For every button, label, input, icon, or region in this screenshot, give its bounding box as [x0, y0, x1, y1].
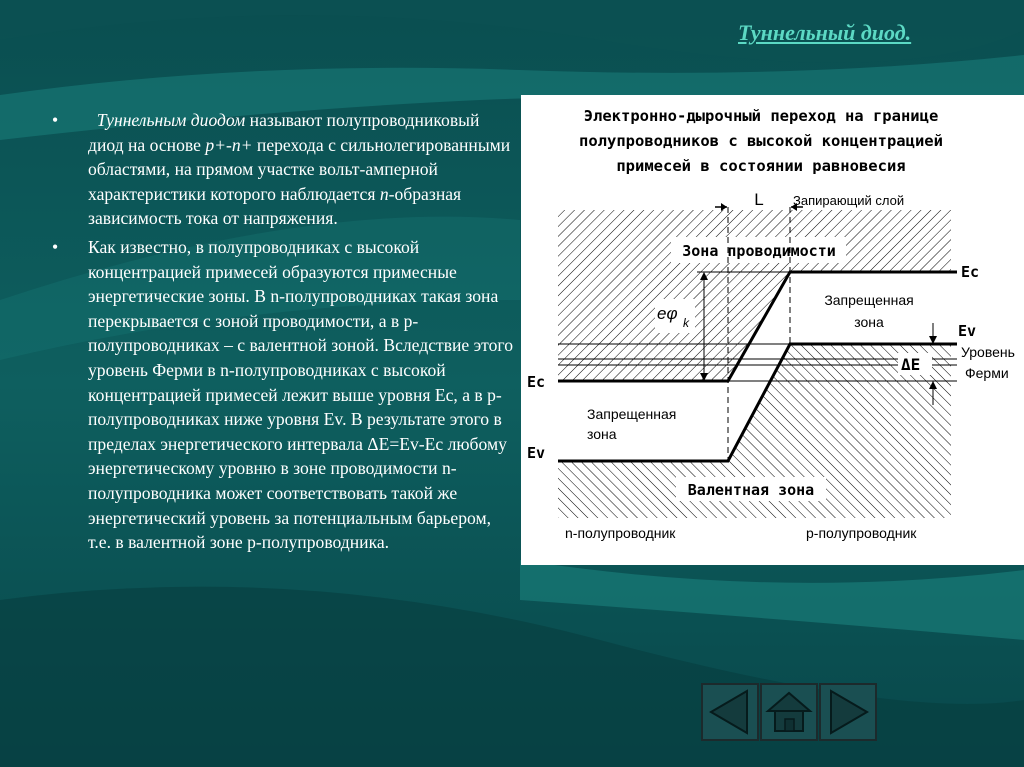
ec-right-label: Ec — [961, 263, 980, 281]
bullet-2 — [52, 235, 514, 555]
forbidden-zone-right-1: Запрещенная — [824, 292, 914, 308]
home-icon — [762, 685, 816, 739]
L-label: L — [754, 190, 764, 209]
ev-right-label: Ev — [958, 322, 977, 340]
deltae-label: ΔE — [901, 355, 921, 374]
diagram-heading-line-3: примесей в состоянии равновесия — [616, 157, 906, 175]
n-semiconductor-label: n-полупроводник — [565, 525, 676, 541]
ev-left-label: Ev — [527, 444, 546, 462]
term-tunnel-diode: Туннельным диодом — [96, 110, 246, 130]
p-semiconductor-label: p-полупроводник — [806, 525, 917, 541]
fermi-level-label-1: Уровень — [961, 344, 1015, 360]
arrow-right-icon — [821, 685, 875, 739]
next-slide-button[interactable] — [819, 683, 877, 741]
conduction-band-label: Зона проводимости — [682, 242, 836, 260]
fermi-level-label-2: Ферми — [965, 365, 1009, 381]
ec-left-label: Ec — [527, 373, 546, 391]
home-button[interactable] — [760, 683, 818, 741]
L-arrow-left-head — [721, 203, 727, 211]
bullet-mark: • — [52, 110, 59, 130]
bullet-mark: • — [52, 236, 59, 257]
forbidden-zone-left-2: зона — [587, 426, 617, 442]
bullet-1-part1: называют полупроводниковый диод на основе — [88, 110, 480, 155]
valence-band-label: Валентная зона — [687, 481, 815, 499]
ephi-subscript: k — [683, 316, 689, 330]
bullet-2-text: Как известно, в полупроводниках с высокой концентрацией примесей образуются примесные энергетические зоны. В n-полупроводниках такая зона перекрывается с зоной проводимости, а в p-полупроводниках – с валентной зоной. Вследствие этого уровень Ферми в n-полупроводниках с высокой концентрацией примесей лежит выше уровня Ec, а в p-полупроводниках ниже уровня Ev. В результате этого в пределах энергетического интервала ΔE=Ev-Ec любому энергетическому уровню в зоне проводимости n-полупроводника может соответствовать такой же энергетический уровень за потенциальным барьером, т.е. в валентной зоне p-полупроводника. — [88, 236, 513, 553]
n-letter: n — [379, 183, 389, 204]
forbidden-zone-left-1: Запрещенная — [587, 406, 677, 422]
bullet-1 — [52, 108, 514, 231]
prev-slide-button[interactable] — [701, 683, 759, 741]
body-text — [52, 108, 514, 559]
bullet-1-part2: перехода с сильнолегированными областями, на прямом участке вольт-амперной характеристики которого наблюдается — [88, 134, 511, 204]
pn-junction: p+-n+ — [205, 134, 253, 155]
ephi-label: eφ — [657, 304, 678, 323]
arrow-left-icon — [703, 685, 757, 739]
diagram-heading-line-1: Электронно-дырочный переход на границе — [583, 107, 939, 125]
band-diagram — [521, 95, 1024, 565]
bullet-1-content — [88, 110, 510, 228]
bullet-1-part3: -образная зависимость тока от напряжения. — [88, 183, 462, 229]
band-diagram-panel — [521, 95, 1024, 565]
blocking-layer-label: Запирающий слой — [793, 193, 905, 208]
diagram-heading-line-2: полупроводников с высокой концентрацией — [579, 132, 943, 150]
forbidden-zone-right-2: зона — [854, 314, 884, 330]
slide-title: Туннельный диод. — [738, 20, 912, 45]
